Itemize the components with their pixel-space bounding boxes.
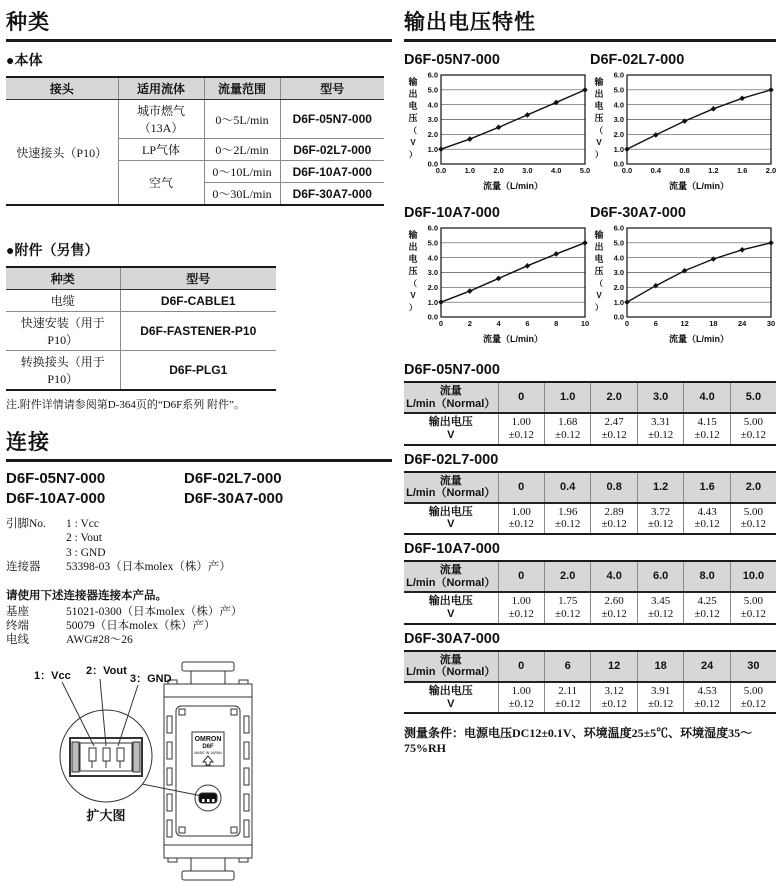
part-value: 51021-0300（日本molex（株）产） — [66, 605, 243, 618]
svg-text:输: 输 — [408, 77, 418, 87]
accessories-note: 注.附件详情请参阅第D-364页的“D6F系列 附件”。 — [6, 399, 245, 411]
svg-text:10: 10 — [580, 319, 590, 328]
voltage-value-cell: 1.00 ±0.12 — [498, 592, 544, 623]
top-band — [164, 684, 252, 697]
brand-logo-text: OMRON — [194, 735, 222, 743]
svg-text:0.0: 0.0 — [427, 312, 438, 322]
pin3-label: 3：GND — [130, 672, 172, 685]
voltage-table — [404, 650, 776, 715]
column-header: 型号 — [120, 267, 276, 290]
chart-title: D6F-10A7-000 — [404, 205, 500, 221]
svg-text:出: 出 — [594, 89, 604, 99]
model-number: D6F-05N7-000 — [6, 470, 106, 487]
flow-direction-arrow — [203, 756, 213, 765]
chart-block-10a7 — [404, 203, 590, 352]
svg-text:4.0: 4.0 — [427, 100, 438, 110]
fluid-cell: 城市燃气（13A） — [118, 100, 204, 139]
svg-text:0.4: 0.4 — [650, 166, 662, 175]
svg-text:0.0: 0.0 — [427, 159, 438, 169]
table-header-row — [6, 267, 276, 290]
fluid-cell: LP气体 — [118, 139, 204, 161]
body-subsection-label: ●本体 — [6, 52, 43, 68]
line-chart-10a7 — [404, 221, 590, 352]
model-number: D6F-10A7-000 — [6, 490, 106, 507]
voltage-table-title: D6F-10A7-000 — [404, 541, 500, 558]
svg-text:）: ） — [595, 150, 603, 159]
voltage-value-cell: 4.25 ±0.12 — [684, 592, 730, 623]
voltage-value-cell: 1.00 ±0.12 — [498, 413, 544, 444]
svg-text:6.0: 6.0 — [427, 70, 438, 80]
table-row — [6, 351, 276, 391]
pin-row — [6, 546, 392, 560]
svg-text:0.8: 0.8 — [679, 166, 690, 175]
svg-text:1.0: 1.0 — [427, 297, 438, 307]
svg-text:5.0: 5.0 — [427, 85, 438, 95]
svg-text:出: 出 — [408, 89, 418, 99]
svg-text:18: 18 — [709, 319, 718, 328]
chart-title: D6F-30A7-000 — [590, 205, 686, 221]
svg-text:2.0: 2.0 — [765, 166, 776, 175]
voltage-value-cell: 5.00 ±0.12 — [730, 592, 776, 623]
flow-value-cell: 4.0 — [591, 561, 637, 592]
svg-text:5.0: 5.0 — [427, 238, 438, 248]
svg-text:压: 压 — [594, 266, 604, 276]
part-row — [6, 619, 392, 633]
svg-text:）: ） — [409, 150, 417, 159]
svg-text:24: 24 — [738, 319, 747, 328]
left-column — [6, 6, 392, 887]
sensor-body — [164, 697, 252, 845]
flow-value-cell: 5.0 — [730, 382, 776, 413]
connection-models — [6, 470, 392, 507]
flow-value-cell: 18 — [637, 651, 683, 682]
range-cell: 0～10L/min — [204, 161, 280, 183]
body-models-table — [6, 76, 384, 206]
leader-line — [62, 682, 94, 746]
svg-text:6.0: 6.0 — [613, 70, 624, 80]
table-row — [6, 100, 384, 139]
svg-text:6.0: 6.0 — [613, 223, 624, 233]
svg-text:电: 电 — [594, 101, 604, 111]
voltage-table-title: D6F-02L7-000 — [404, 451, 499, 468]
voltage-table-title: D6F-05N7-000 — [404, 362, 500, 378]
output-voltage-label-cell: 输出电压 V — [404, 592, 498, 623]
part-row — [6, 633, 392, 647]
voltage-table — [404, 560, 776, 625]
svg-text:2.0: 2.0 — [427, 129, 438, 139]
voltage-value-cell: 3.91 ±0.12 — [637, 682, 683, 713]
voltage-value-cell: 1.68 ±0.12 — [544, 413, 590, 444]
voltage-value-cell: 4.43 ±0.12 — [684, 503, 730, 534]
svg-text:4.0: 4.0 — [613, 100, 624, 110]
svg-text:压: 压 — [408, 266, 418, 276]
accessory-type-cell: 转换接头（用于P10） — [6, 351, 120, 391]
svg-text:1.0: 1.0 — [613, 144, 624, 154]
voltage-value-cell: 5.00 ±0.12 — [730, 682, 776, 713]
flow-value-cell: 4.0 — [684, 382, 730, 413]
svg-text:输: 输 — [594, 77, 604, 87]
svg-text:2.0: 2.0 — [613, 129, 624, 139]
connector-label: 连接器 — [6, 561, 41, 574]
line-chart-05n7 — [404, 68, 590, 199]
joint-cell: 快速接头（P10） — [6, 100, 118, 206]
flow-value-cell: 1.2 — [637, 472, 683, 503]
line-chart-02l7 — [590, 68, 776, 199]
model-cell: D6F-PLG1 — [120, 351, 276, 391]
body-panel — [176, 706, 240, 836]
svg-text:（: （ — [409, 279, 417, 288]
connector-hatch-left — [72, 742, 79, 772]
column-header: 流量范围 — [204, 77, 280, 100]
flow-header-cell: 流量 L/min（Normal） — [404, 472, 498, 503]
svg-text:输: 输 — [594, 230, 604, 240]
table-header-row — [6, 77, 384, 100]
top-neck — [191, 671, 225, 684]
part-label: 基座 — [6, 605, 29, 618]
flow-value-cell: 8.0 — [684, 561, 730, 592]
flow-value-cell: 6.0 — [637, 561, 683, 592]
table-row — [6, 290, 276, 312]
leader-line — [100, 679, 106, 746]
model-cell: D6F-02L7-000 — [280, 139, 384, 161]
chart-title: D6F-02L7-000 — [590, 52, 685, 68]
svg-text:电: 电 — [594, 254, 604, 264]
output-voltage-section-title: 输出电压特性 — [404, 6, 776, 42]
svg-text:0.0: 0.0 — [613, 312, 624, 322]
model-number: D6F-02L7-000 — [184, 470, 282, 487]
made-in-text: MADE IN JAPAN — [194, 750, 222, 755]
svg-text:出: 出 — [408, 242, 418, 252]
svg-text:4.0: 4.0 — [613, 253, 624, 263]
svg-text:5.0: 5.0 — [613, 85, 624, 95]
svg-text:12: 12 — [680, 319, 689, 328]
svg-text:2.0: 2.0 — [427, 282, 438, 292]
svg-text:4.0: 4.0 — [550, 166, 562, 175]
voltage-tables — [404, 362, 776, 714]
flow-header-cell: 流量 L/min（Normal） — [404, 651, 498, 682]
connector-value: 53398-03（日本molex（株）产） — [66, 561, 231, 574]
brand-model-text: D6F — [202, 743, 214, 750]
chart-title: D6F-05N7-000 — [404, 52, 500, 68]
pin-row — [6, 517, 392, 531]
types-section-title: 种类 — [6, 6, 392, 42]
accessory-type-cell: 快速安装（用于P10） — [6, 312, 120, 351]
voltage-value-cell: 2.47 ±0.12 — [591, 413, 637, 444]
connector-instruction: 请使用下述连接器连接本产品。 — [6, 589, 167, 602]
chart-block-05n7 — [404, 50, 590, 199]
sensor-diagram — [6, 658, 390, 882]
svg-text:3.0: 3.0 — [613, 115, 624, 125]
flow-value-cell: 0 — [498, 382, 544, 413]
svg-text:1.0: 1.0 — [613, 297, 624, 307]
accessories-table — [6, 266, 276, 391]
voltage-table-title: D6F-30A7-000 — [404, 630, 500, 647]
svg-text:2.0: 2.0 — [613, 282, 624, 292]
voltage-value-cell: 2.11 ±0.12 — [544, 682, 590, 713]
flow-value-cell: 0 — [498, 651, 544, 682]
voltage-table-block — [404, 541, 776, 625]
svg-text:0.0: 0.0 — [613, 159, 624, 169]
svg-text:出: 出 — [594, 242, 604, 252]
right-column — [404, 6, 776, 756]
svg-text:V: V — [596, 138, 602, 147]
voltage-value-cell: 4.15 ±0.12 — [684, 413, 730, 444]
svg-text:5.0: 5.0 — [579, 166, 590, 175]
svg-text:6.0: 6.0 — [427, 223, 438, 233]
svg-text:）: ） — [595, 303, 603, 312]
pin-value: 3 : GND — [66, 546, 106, 559]
voltage-value-cell: 3.45 ±0.12 — [637, 592, 683, 623]
voltage-table — [404, 381, 776, 446]
flow-value-cell: 0.4 — [544, 472, 590, 503]
svg-text:电: 电 — [408, 101, 418, 111]
svg-text:0.0: 0.0 — [435, 166, 447, 175]
flow-value-cell: 1.0 — [544, 382, 590, 413]
svg-text:3.0: 3.0 — [522, 166, 533, 175]
voltage-value-cell: 3.72 ±0.12 — [637, 503, 683, 534]
connector-pin-1 — [89, 748, 96, 761]
chart-block-30a7 — [590, 203, 776, 352]
svg-text:0.0: 0.0 — [621, 166, 633, 175]
flow-value-cell: 0 — [498, 561, 544, 592]
flow-value-cell: 12 — [591, 651, 637, 682]
connector-pin-2 — [103, 748, 110, 761]
svg-text:V: V — [596, 291, 602, 300]
pin-value: 1 : Vcc — [66, 518, 100, 530]
column-header: 型号 — [280, 77, 384, 100]
svg-text:V: V — [410, 291, 416, 300]
svg-text:3.0: 3.0 — [427, 268, 438, 278]
voltage-value-cell: 3.31 ±0.12 — [637, 413, 683, 444]
flow-value-cell: 0 — [498, 472, 544, 503]
output-voltage-label-cell: 输出电压 V — [404, 413, 498, 444]
voltage-value-cell: 2.89 ±0.12 — [591, 503, 637, 534]
voltage-value-cell: 1.00 ±0.12 — [498, 682, 544, 713]
svg-text:压: 压 — [594, 113, 604, 123]
model-cell: D6F-FASTENER-P10 — [120, 312, 276, 351]
flow-value-cell: 30 — [730, 651, 776, 682]
flow-value-cell: 1.6 — [684, 472, 730, 503]
svg-text:3.0: 3.0 — [427, 115, 438, 125]
svg-text:2.0: 2.0 — [493, 166, 504, 175]
model-number: D6F-30A7-000 — [184, 490, 284, 507]
svg-text:8: 8 — [554, 319, 559, 328]
svg-text:V: V — [410, 138, 416, 147]
svg-text:1.2: 1.2 — [708, 166, 719, 175]
svg-text:6: 6 — [525, 319, 530, 328]
svg-text:1.0: 1.0 — [427, 144, 438, 154]
output-voltage-label-cell: 输出电压 V — [404, 503, 498, 534]
bottom-flange — [182, 871, 234, 880]
line-chart-30a7 — [590, 221, 776, 352]
connector-hatch-right — [133, 742, 140, 772]
flow-value-cell: 0.8 — [591, 472, 637, 503]
voltage-value-cell: 5.00 ±0.12 — [730, 413, 776, 444]
model-cell: D6F-CABLE1 — [120, 290, 276, 312]
voltage-value-cell: 2.60 ±0.12 — [591, 592, 637, 623]
svg-text:4: 4 — [496, 319, 501, 328]
flow-header-cell: 流量 L/min（Normal） — [404, 561, 498, 592]
connection-section-title: 连接 — [6, 426, 392, 462]
svg-text:2: 2 — [467, 319, 472, 328]
pin1-label: 1：Vcc — [34, 669, 71, 682]
range-cell: 0～2L/min — [204, 139, 280, 161]
part-label: 电线 — [6, 634, 29, 647]
svg-text:0: 0 — [624, 319, 630, 328]
connector-row — [6, 560, 392, 574]
voltage-table-block — [404, 631, 776, 715]
fluid-cell: 空气 — [118, 161, 204, 206]
bottom-band — [164, 845, 252, 858]
model-cell: D6F-30A7-000 — [280, 183, 384, 206]
column-header: 种类 — [6, 267, 120, 290]
flow-value-cell: 2.0 — [591, 382, 637, 413]
part-row — [6, 605, 392, 619]
charts-grid — [404, 50, 776, 356]
voltage-value-cell: 1.96 ±0.12 — [544, 503, 590, 534]
enlarged-view-label: 扩大图 — [86, 807, 126, 823]
svg-text:流量（L/min）: 流量（L/min） — [483, 181, 543, 191]
column-header: 适用流体 — [118, 77, 204, 100]
column-header: 接头 — [6, 77, 118, 100]
svg-text:3.0: 3.0 — [613, 268, 624, 278]
model-cell: D6F-10A7-000 — [280, 161, 384, 183]
svg-text:0: 0 — [438, 319, 444, 328]
connector-pin-3 — [117, 748, 124, 761]
voltage-value-cell: 1.00 ±0.12 — [498, 503, 544, 534]
voltage-table-block — [404, 362, 776, 446]
svg-text:流量（L/min）: 流量（L/min） — [669, 334, 729, 344]
voltage-value-cell: 4.53 ±0.12 — [684, 682, 730, 713]
part-label: 终端 — [6, 619, 29, 632]
part-value: AWG#28～26 — [66, 634, 133, 647]
svg-text:4.0: 4.0 — [427, 253, 438, 263]
sensor-diagram-wrap — [6, 658, 392, 887]
flow-value-cell: 2.0 — [730, 472, 776, 503]
bottom-neck — [191, 858, 225, 871]
svg-text:6: 6 — [653, 319, 658, 328]
flow-value-cell: 3.0 — [637, 382, 683, 413]
table-row — [6, 312, 276, 351]
range-cell: 0～30L/min — [204, 183, 280, 206]
flow-header-cell: 流量 L/min（Normal） — [404, 382, 498, 413]
svg-text:压: 压 — [408, 113, 418, 123]
flow-value-cell: 2.0 — [544, 561, 590, 592]
voltage-table — [404, 471, 776, 536]
part-value: 50079（日本molex（株）产） — [66, 619, 216, 632]
svg-text:1.6: 1.6 — [736, 166, 748, 175]
svg-text:电: 电 — [408, 254, 418, 264]
accessory-type-cell: 电缆 — [6, 290, 120, 312]
chart-block-02l7 — [590, 50, 776, 199]
pin-no-label: 引脚No. — [6, 518, 46, 530]
svg-text:30: 30 — [766, 319, 776, 328]
svg-text:输: 输 — [408, 230, 418, 240]
voltage-table-block — [404, 452, 776, 536]
pin2-label: 2：Vout — [86, 664, 127, 677]
svg-text:（: （ — [595, 279, 603, 288]
output-voltage-label-cell: 输出电压 V — [404, 682, 498, 713]
flow-value-cell: 24 — [684, 651, 730, 682]
svg-text:5.0: 5.0 — [613, 238, 624, 248]
svg-text:（: （ — [409, 126, 417, 135]
pin-row — [6, 531, 392, 545]
voltage-value-cell: 1.75 ±0.12 — [544, 592, 590, 623]
accessories-subsection-label: ●附件（另售） — [6, 242, 99, 258]
flow-value-cell: 6 — [544, 651, 590, 682]
measurement-conditions: 测量条件：电源电压DC12±0.1V、环境温度25±5℃、环境湿度35～75%RH — [404, 726, 753, 756]
svg-text:（: （ — [595, 126, 603, 135]
svg-text:）: ） — [409, 303, 417, 312]
voltage-value-cell: 5.00 ±0.12 — [730, 503, 776, 534]
svg-text:流量（L/min）: 流量（L/min） — [483, 334, 543, 344]
svg-text:1.0: 1.0 — [464, 166, 476, 175]
voltage-value-cell: 3.12 ±0.12 — [591, 682, 637, 713]
pin-value: 2 : Vout — [66, 532, 103, 545]
top-flange — [182, 662, 234, 671]
svg-text:流量（L/min）: 流量（L/min） — [669, 181, 729, 191]
range-cell: 0～5L/min — [204, 100, 280, 139]
model-cell: D6F-05N7-000 — [280, 100, 384, 139]
flow-value-cell: 10.0 — [730, 561, 776, 592]
